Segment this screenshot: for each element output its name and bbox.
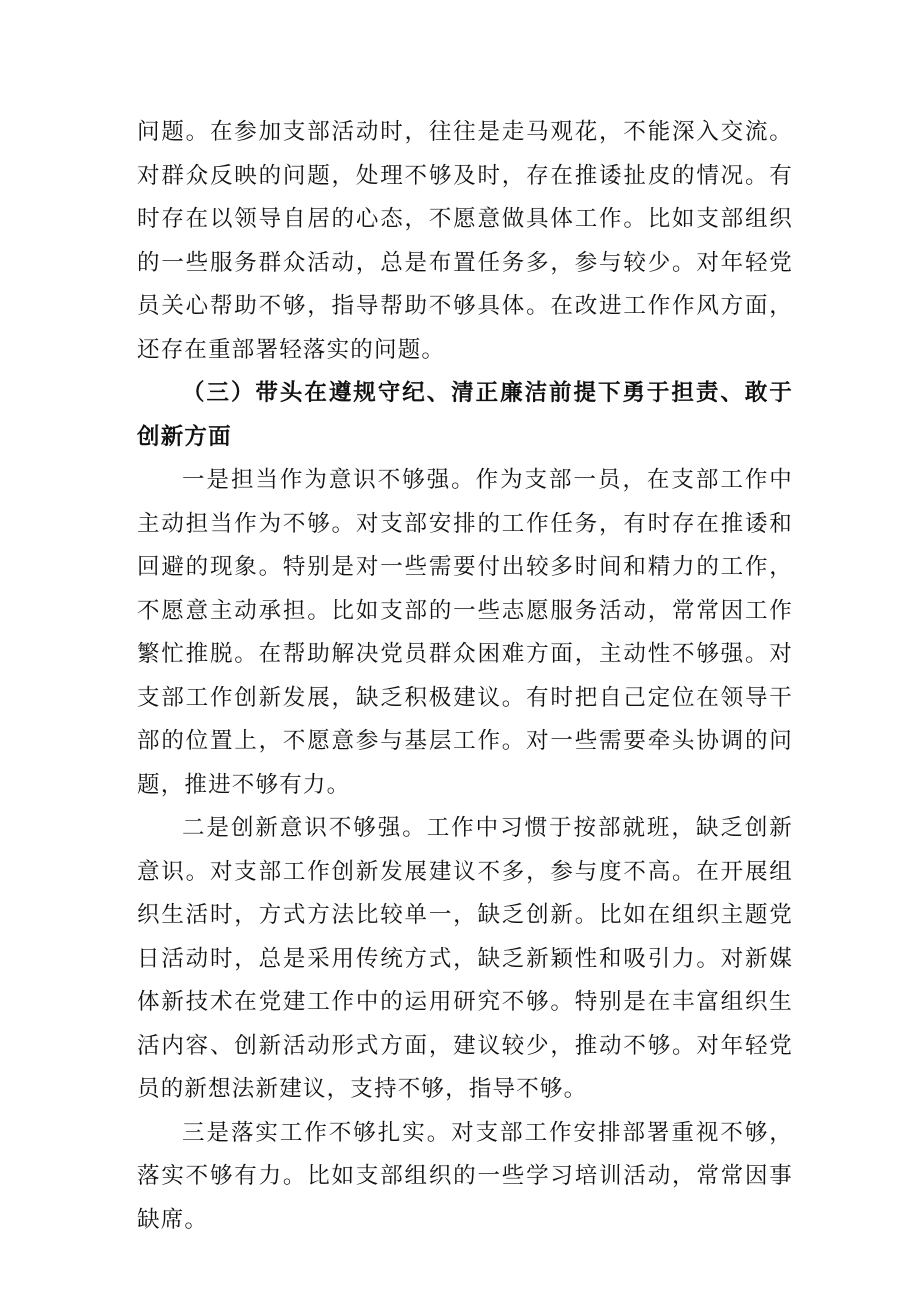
- paragraph-point-two: 二是创新意识不够强。工作中习惯于按部就班，缺乏创新意识。对支部工作创新发展建议不多，参与度不高。在开展组织生活时，方式方法比较单一，缺乏创新。比如在组织主题党日活动时，总是采用传统方式，缺乏新颖性和吸引力。对新媒体新技术在党建工作中的运用研究不够。特别是在丰富组织生活内容、创新活动形式方面，建议较少，推动不够。对年轻党员的新想法新建议，支持不够，指导不够。: [137, 815, 793, 1102]
- section-heading: （三）带头在遵规守纪、清正廉洁前提下勇于担责、敢于创新方面: [137, 380, 793, 450]
- document-body: [137, 111, 793, 1242]
- paragraph-continued: 问题。在参加支部活动时，往往是走马观花，不能深入交流。对群众反映的问题，处理不够及时，存在推诿扯皮的情况。有时存在以领导自居的心态，不愿意做具体工作。比如支部组织的一些服务群众活动，总是布置任务多，参与较少。对年轻党员关心帮助不够，指导帮助不够具体。在改进工作作风方面，还存在重部署轻落实的问题。: [137, 119, 793, 363]
- paragraph-point-three: 三是落实工作不够扎实。对支部工作安排部署重视不够，落实不够有力。比如支部组织的一些学习培训活动，常常因事缺席。: [137, 1119, 793, 1233]
- paragraph-point-one: 一是担当作为意识不够强。作为支部一员，在支部工作中主动担当作为不够。对支部安排的工作任务，有时存在推诿和回避的现象。特别是对一些需要付出较多时间和精力的工作，不愿意主动承担。比如支部的一些志愿服务活动，常常因工作繁忙推脱。在帮助解决党员群众困难方面，主动性不够强。对支部工作创新发展，缺乏积极建议。有时把自己定位在领导干部的位置上，不愿意参与基层工作。对一些需要牵头协调的问题，推进不够有力。: [137, 467, 793, 798]
